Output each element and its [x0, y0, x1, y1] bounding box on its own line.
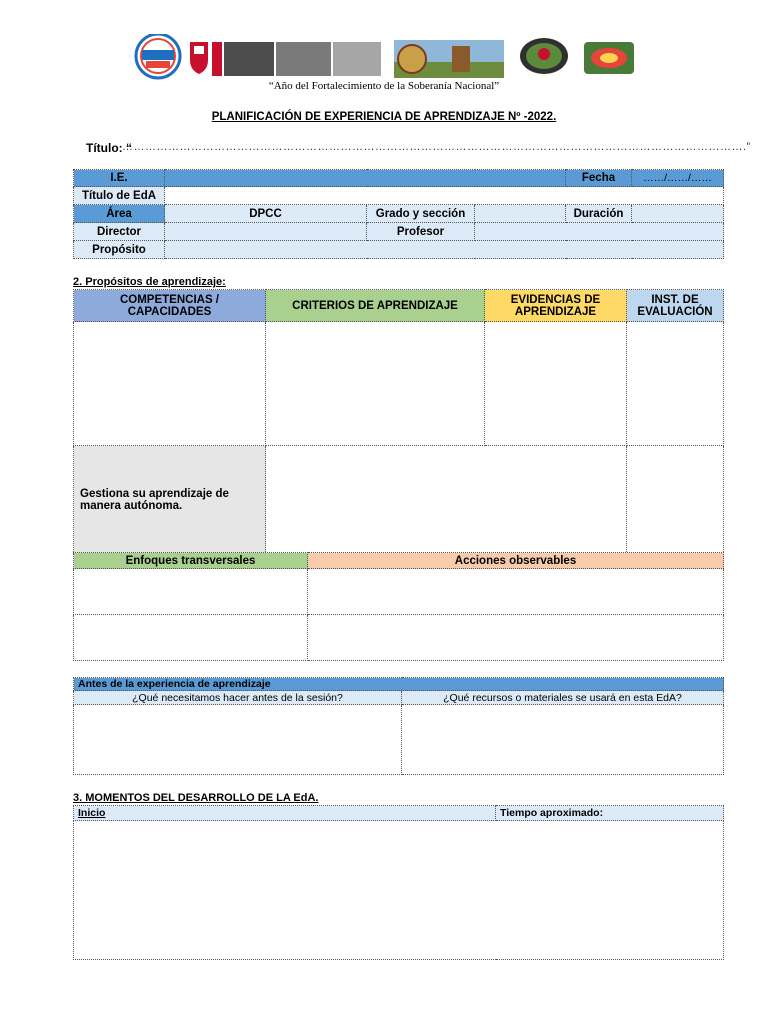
inicio-label: Inicio: [74, 806, 496, 821]
fecha-label: Fecha: [566, 170, 632, 187]
year-motto: “Año del Fortalecimiento de la Soberanía Nacional”: [268, 80, 500, 92]
document-title: PLANIFICACIÓN DE EXPERIENCIA DE APRENDIZAJE Nº -2022.: [211, 111, 557, 123]
antes-header: Antes de la experiencia de aprendizaje: [74, 678, 724, 691]
enfoques-header: Enfoques transversales: [74, 553, 308, 569]
grado-value[interactable]: [475, 205, 566, 223]
profesor-value[interactable]: [475, 223, 724, 241]
inicio-content[interactable]: [74, 821, 724, 960]
acciones-header: Acciones observables: [308, 553, 724, 569]
criterios-cell[interactable]: [266, 322, 485, 446]
peru-shield-icon: [190, 42, 208, 74]
competencias-cell[interactable]: [74, 322, 266, 446]
enfoque-cell[interactable]: [74, 615, 308, 661]
momentos-table: [73, 805, 724, 960]
header-logos: [134, 34, 636, 86]
evidencias-header: EVIDENCIAS DE APRENDIZAJE: [485, 290, 627, 322]
area-label: Área: [74, 205, 165, 223]
titulo-label: Título: “: [86, 141, 132, 155]
regional-logo: [394, 40, 504, 78]
duracion-value[interactable]: [632, 205, 724, 223]
titulo-eda-label: Título de EdA: [74, 187, 165, 205]
antes-answer-2[interactable]: [402, 705, 724, 775]
minedu-logo: [212, 42, 381, 76]
ugel-logo: [520, 38, 568, 74]
accion-cell[interactable]: [308, 615, 724, 661]
tiempo-label: Tiempo aproximado:: [496, 806, 724, 821]
criterios-header: CRITERIOS DE APRENDIZAJE: [266, 290, 485, 322]
accion-cell[interactable]: [308, 569, 724, 615]
competencias-header: COMPETENCIAS / CAPACIDADES: [74, 290, 266, 322]
gestiona-inst-cell[interactable]: [627, 446, 724, 554]
proposito-label: Propósito: [74, 241, 165, 259]
info-table: [73, 169, 724, 259]
antes-q2: ¿Qué recursos o materiales se usará en esta EdA?: [402, 691, 724, 705]
duracion-label: Duración: [566, 205, 632, 223]
proposito-value[interactable]: [165, 241, 724, 259]
educacion-todos-logo: [136, 34, 180, 78]
antes-table: [73, 677, 724, 775]
evidencias-cell[interactable]: [485, 322, 627, 446]
section-3-label: 3. MOMENTOS DEL DESARROLLO DE LA EdA.: [73, 792, 319, 804]
grado-label: Grado y sección: [367, 205, 475, 223]
propositos-table: [73, 289, 724, 554]
ie-label: I.E.: [74, 170, 165, 187]
antes-answer-1[interactable]: [74, 705, 402, 775]
profesor-label: Profesor: [367, 223, 475, 241]
section-2-label: 2. Propósitos de aprendizaje:: [73, 276, 226, 288]
inst-evaluacion-header: INST. DE EVALUACIÓN: [627, 290, 724, 322]
titulo-eda-value[interactable]: [165, 187, 724, 205]
titulo-field[interactable]: ……………………………………………………………………………………………………………………………………………….”: [122, 141, 751, 153]
inst-evaluacion-cell[interactable]: [627, 322, 724, 446]
antes-q1: ¿Qué necesitamos hacer antes de la sesión?: [74, 691, 402, 705]
fecha-value[interactable]: ……/……/……: [632, 170, 724, 187]
gestiona-cell: Gestiona su aprendizaje de manera autónoma.: [74, 446, 266, 554]
area-value[interactable]: DPCC: [165, 205, 367, 223]
school-logo: [584, 42, 634, 74]
enfoque-cell[interactable]: [74, 569, 308, 615]
gestiona-criterios-cell[interactable]: [266, 446, 627, 554]
director-value[interactable]: [165, 223, 367, 241]
ie-value[interactable]: [165, 170, 566, 187]
director-label: Director: [74, 223, 165, 241]
enfoques-table: [73, 552, 724, 661]
